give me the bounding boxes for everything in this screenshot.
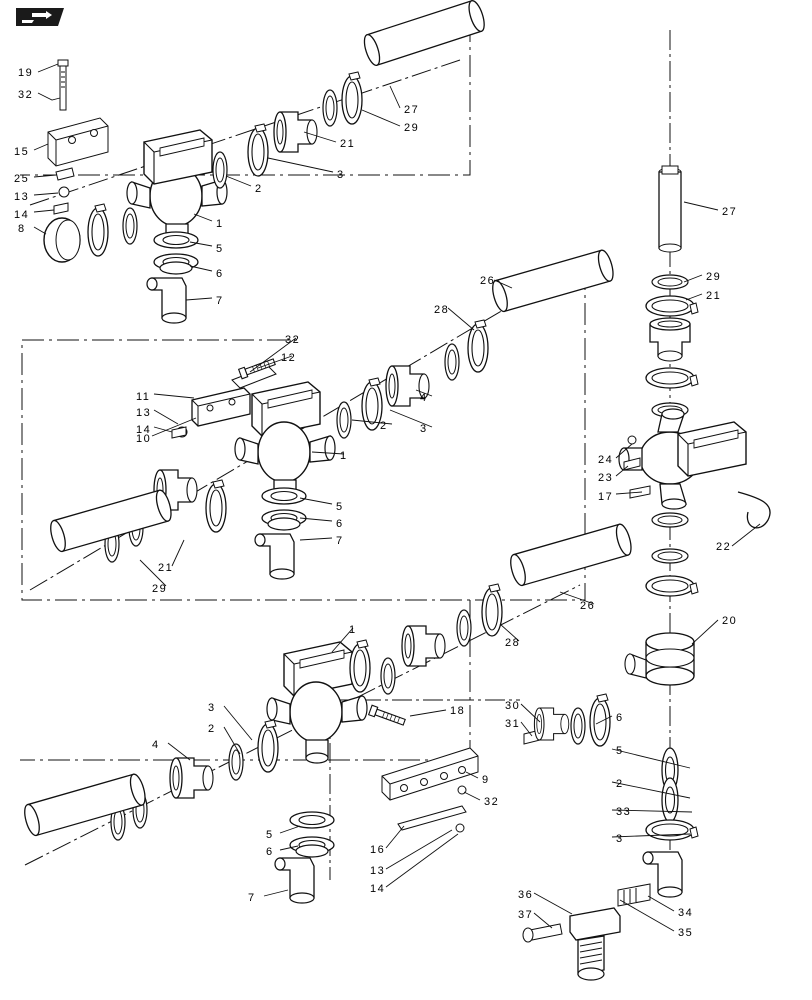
callout-number: 21 — [340, 138, 356, 150]
callout-number: 6 — [336, 518, 344, 530]
callout-number: 36 — [518, 889, 534, 901]
callout-number: 12 — [281, 352, 297, 364]
callout-number: 7 — [336, 535, 344, 547]
callout-number: 2 — [380, 420, 388, 432]
callout-number: 1 — [216, 218, 224, 230]
callout-number: 31 — [505, 718, 521, 730]
callout-number: 14 — [370, 883, 386, 895]
callout-number: 2 — [616, 778, 624, 790]
callout-number: 21 — [706, 290, 722, 302]
callout-number: 5 — [336, 501, 344, 513]
callout-number: 16 — [370, 844, 386, 856]
callout-number: 30 — [505, 700, 521, 712]
callout-number: 25 — [14, 173, 30, 185]
callout-number: 5 — [216, 243, 224, 255]
callout-number: 29 — [404, 122, 420, 134]
callout-number: 13 — [370, 865, 386, 877]
callout-number: 34 — [678, 907, 694, 919]
callout-number: 10 — [136, 433, 152, 445]
callout-number: 26 — [480, 275, 496, 287]
callout-number: 35 — [678, 927, 694, 939]
callout-number: 4 — [152, 739, 160, 751]
callout-number: 2 — [255, 183, 263, 195]
callout-number: 7 — [248, 892, 256, 904]
callout-number: 8 — [18, 223, 26, 235]
callout-number: 17 — [598, 491, 614, 503]
callout-number: 3 — [616, 833, 624, 845]
callout-number: 6 — [216, 268, 224, 280]
callout-number: 7 — [216, 295, 224, 307]
callout-number: 20 — [722, 615, 738, 627]
callout-number: 27 — [404, 104, 420, 116]
callout-number: 2 — [208, 723, 216, 735]
callout-number: 27 — [722, 206, 738, 218]
callout-number: 3 — [420, 423, 428, 435]
callout-number: 6 — [266, 846, 274, 858]
callout-number: 26 — [580, 600, 596, 612]
callout-number: 19 — [18, 67, 34, 79]
callout-number: 14 — [14, 209, 30, 221]
callout-number: 28 — [505, 637, 521, 649]
callout-number: 11 — [136, 391, 151, 403]
callout-number: 14 — [136, 424, 152, 436]
callout-number: 3 — [337, 169, 345, 181]
callout-number: 21 — [158, 562, 174, 574]
callout-number: 18 — [450, 705, 466, 717]
callout-number: 29 — [152, 583, 168, 595]
callout-number: 37 — [518, 909, 534, 921]
manufacturer-logo — [14, 6, 70, 28]
callout-number: 3 — [208, 702, 216, 714]
callout-number: 4 — [420, 392, 428, 404]
callout-number: 1 — [349, 624, 357, 636]
callout-number: 6 — [616, 712, 624, 724]
callout-number: 1 — [340, 450, 348, 462]
callout-number: 33 — [616, 806, 632, 818]
callout-number: 5 — [266, 829, 274, 841]
callout-number: 24 — [598, 454, 614, 466]
callout-number: 28 — [434, 304, 450, 316]
callout-number: 32 — [484, 796, 500, 808]
callout-number: 29 — [706, 271, 722, 283]
callout-number: 32 — [18, 89, 34, 101]
callout-number: 13 — [136, 407, 152, 419]
callout-number: 15 — [14, 146, 30, 158]
callout-number: 9 — [482, 774, 490, 786]
callout-number: 32 — [285, 334, 301, 346]
callout-number: 23 — [598, 472, 614, 484]
callout-number: 13 — [14, 191, 30, 203]
callout-number: 5 — [616, 745, 624, 757]
callout-number: 22 — [716, 541, 732, 553]
